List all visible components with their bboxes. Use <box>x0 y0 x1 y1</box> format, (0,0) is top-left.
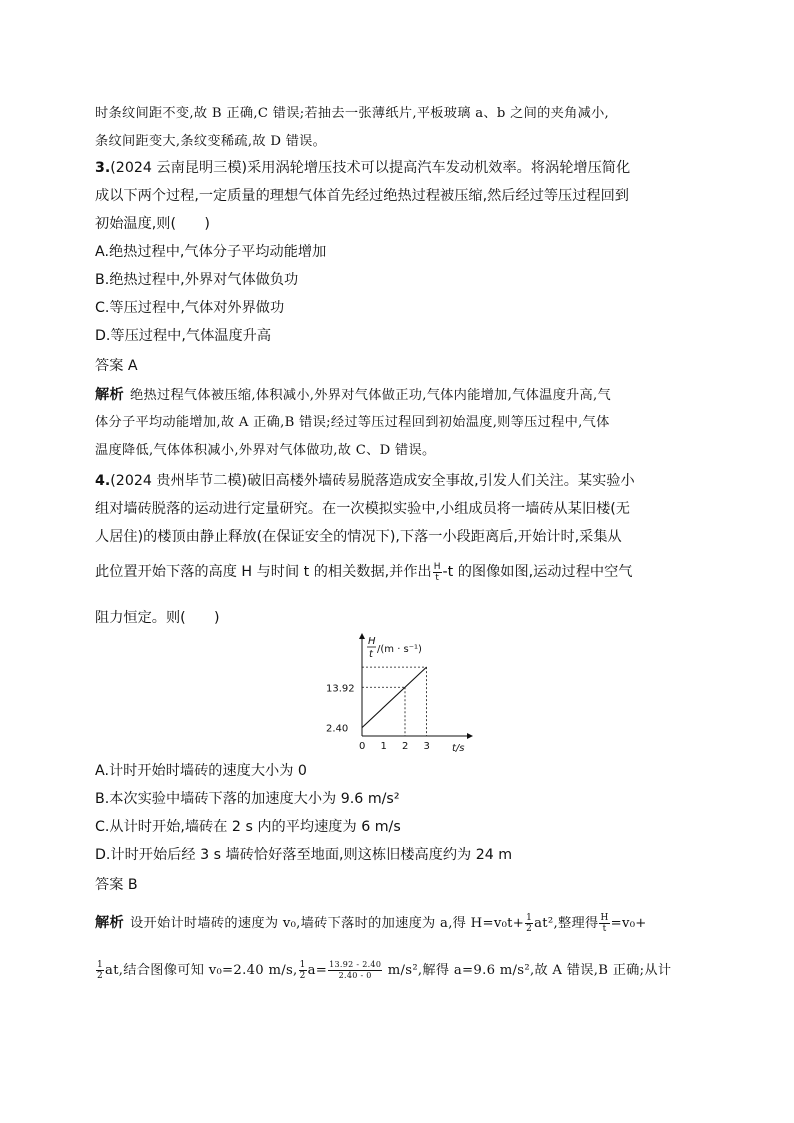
explanation <box>95 912 647 935</box>
question-number: 4. <box>95 473 111 489</box>
h-over-t-vs-t-chart <box>320 630 480 755</box>
text-segment: 设开始计时墙砖的速度为 v₀,墙砖下落时的加速度为 a,得 H=v₀t+ <box>129 916 525 931</box>
option-c: C.等压过程中,气体对外界做功 <box>95 300 285 316</box>
fraction-denominator: 2 <box>299 971 306 981</box>
text-line: 体分子平均动能增加,故 A 正确,B 错误;经过等压过程回到初始温度,则等压过程中,气体 <box>95 415 610 430</box>
option-a: A.计时开始时墙砖的速度大小为 0 <box>95 763 307 779</box>
text-line: (2024 云南昆明三模)采用涡轮增压技术可以提高汽车发动机效率。将涡轮增压简化 <box>110 160 631 176</box>
x-tick-label: 3 <box>423 741 430 752</box>
fraction <box>525 913 533 934</box>
text-line: 绝热过程气体被压缩,体积减小,外界对气体做正功,气体内能增加,气体温度升高,气 <box>129 388 612 403</box>
fraction <box>299 960 307 981</box>
option-d: D.计时开始后经 3 s 墙砖恰好落至地面,则这栋旧楼高度约为 24 m <box>95 847 513 863</box>
x-tick-label: 1 <box>380 741 387 752</box>
option-b: B.绝热过程中,外界对气体做负功 <box>95 272 299 288</box>
fraction-numerator: 1 <box>97 960 104 970</box>
option-b: B.本次实验中墙砖下落的加速度大小为 9.6 m/s² <box>95 791 400 807</box>
text-line: 初始温度,则( ) <box>95 216 210 232</box>
option-d: D.等压过程中,气体温度升高 <box>95 328 272 344</box>
text-line: 阻力恒定。则( ) <box>95 610 220 626</box>
data-line <box>362 667 427 727</box>
x-tick-label: 0 <box>359 741 366 752</box>
fraction-numerator: 13.92 - 2.40 <box>329 960 382 969</box>
fraction-numerator: H <box>433 561 441 572</box>
x-axis-label: t/s <box>452 743 465 754</box>
fraction-denominator: 2 <box>97 971 104 981</box>
y-tick-label: 13.92 <box>326 683 355 695</box>
text-segment: =v₀+ <box>610 916 647 931</box>
y-label-denominator: t <box>369 649 373 660</box>
fraction <box>96 960 104 981</box>
text-segment: -t 的图像如图,运动过程中空气 <box>442 564 633 580</box>
fraction-denominator: 2 <box>526 924 533 934</box>
explanation-label: 解析 <box>95 387 124 403</box>
text-line: 人居住)的楼顶由静止释放(在保证安全的情况下),下落一小段距离后,开始计时,采集从 <box>95 529 622 545</box>
fraction <box>328 960 382 981</box>
answer: 答案 A <box>95 358 138 374</box>
text-line <box>95 561 632 583</box>
fraction-numerator: 1 <box>526 913 533 923</box>
fraction <box>433 562 442 583</box>
answer: 答案 B <box>95 877 138 893</box>
text-line: 时条纹间距不变,故 B 正确,C 错误;若抽去一张薄纸片,平板玻璃 a、b 之间的夹角减小, <box>95 106 610 121</box>
fraction-denominator: 2.40 - 0 <box>338 971 372 980</box>
explanation <box>95 384 611 407</box>
x-tick-label: 2 <box>402 741 409 752</box>
text-segment: at²,整理得 <box>534 916 599 931</box>
fraction-numerator: 1 <box>299 960 306 970</box>
explanation-label: 解析 <box>95 915 124 931</box>
question-number: 3. <box>95 160 111 176</box>
option-a: A.绝热过程中,气体分子平均动能增加 <box>95 244 327 260</box>
text-segment: m/s²,解得 a=9.6 m/s²,故 A 错误,B 正确;从计 <box>387 963 672 978</box>
fraction-denominator: t <box>602 924 607 934</box>
fraction <box>599 913 609 934</box>
y-label-unit: /(m · s⁻¹) <box>377 644 422 655</box>
y-tick-label: 2.40 <box>326 723 349 735</box>
text-line <box>95 960 671 982</box>
text-line: 温度降低,气体体积减小,外界对气体做功,故 C、D 错误。 <box>95 443 436 458</box>
question-3-stem <box>95 157 630 179</box>
text-segment: at,结合图像可知 v₀=2.40 m/s, <box>105 963 298 978</box>
text-line: (2024 贵州毕节二模)破旧高楼外墙砖易脱落造成安全事故,引发人们关注。某实验小 <box>110 473 635 489</box>
text-segment: a= <box>307 963 328 978</box>
fraction-denominator: t <box>435 572 439 583</box>
y-axis-label <box>367 636 422 660</box>
text-segment: 此位置开始下落的高度 H 与时间 t 的相关数据,并作出 <box>95 564 432 580</box>
text-line: 组对墙砖脱落的运动进行定量研究。在一次模拟实验中,小组成员将一墙砖从某旧楼(无 <box>95 501 630 517</box>
question-4-stem <box>95 470 635 492</box>
y-label-numerator: H <box>368 636 376 647</box>
fraction-numerator: H <box>600 913 609 923</box>
text-line: 条纹间距变大,条纹变稀疏,故 D 错误。 <box>95 134 327 149</box>
option-c: C.从计时开始,墙砖在 2 s 内的平均速度为 6 m/s <box>95 819 401 835</box>
text-line: 成以下两个过程,一定质量的理想气体首先经过绝热过程被压缩,然后经过等压过程回到 <box>95 188 629 204</box>
